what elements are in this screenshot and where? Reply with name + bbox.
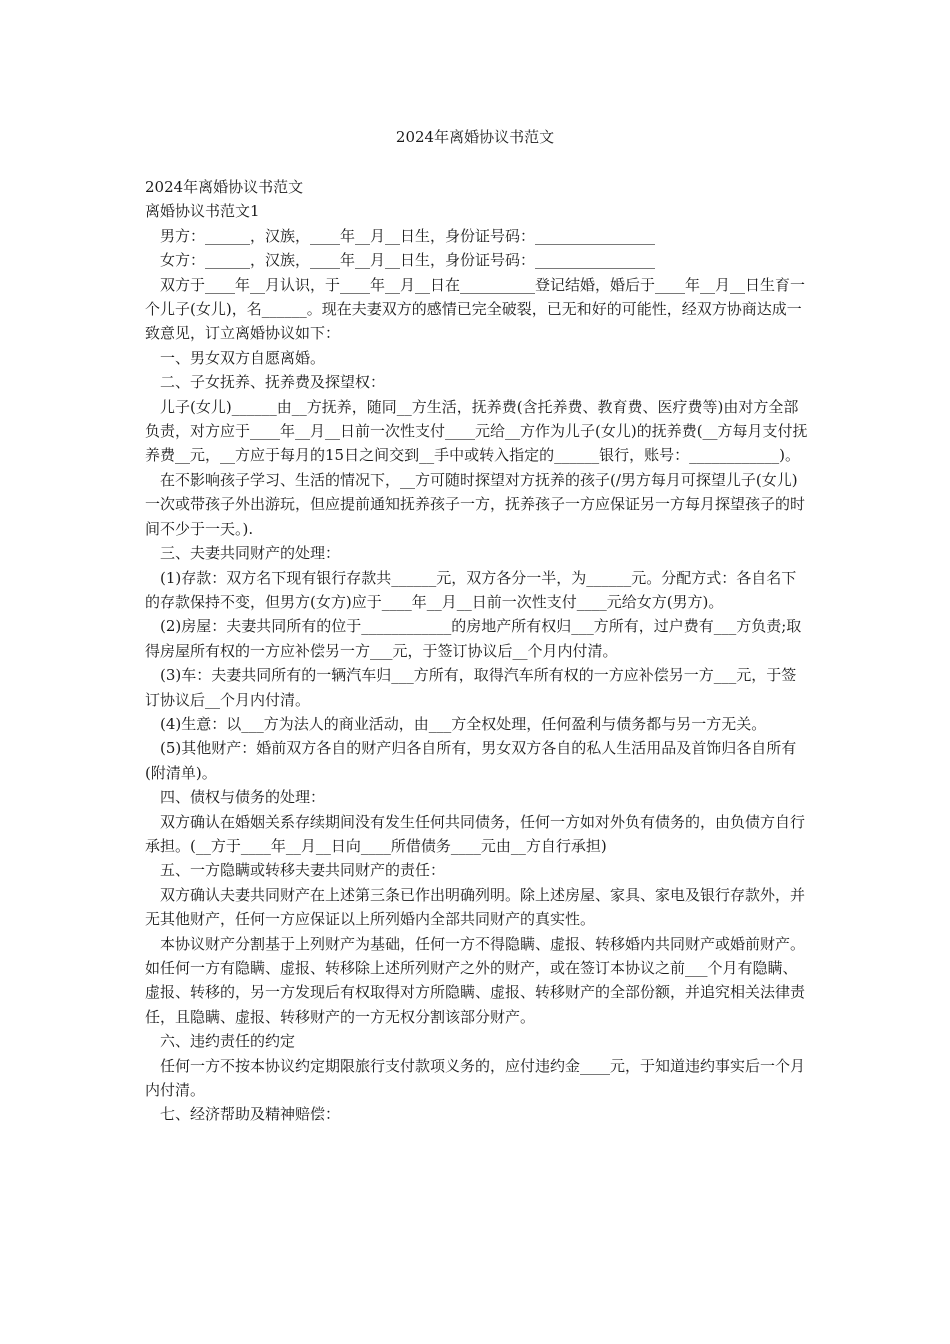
- paragraph: 二、子女抚养、抚养费及探望权：: [160, 373, 386, 392]
- paragraph: 双方于____年__月认识，于____年__月__日在__________登记结婚，婚后于____年__月__日生育一个儿子(女儿)，名______。现在夫妻双方的感情已完全破裂，已无和好的可能性，经双方协商达成一致意见，订立离婚协议如下：: [145, 275, 806, 343]
- paragraph: 儿子(女儿)______由__方抚养，随同__方生活，抚养费(含托养费、教育费、医疗费等)由对方全部负责，对方应于____年__月__日前一次性支付____元给__方作为儿子(女儿)的抚养费(__方每月支付抚养费__元，__方应于每月的15日之间交到__手中或转入指定的______银行，账号：____________)。: [145, 397, 808, 465]
- paragraph: 一、男女双方自愿离婚。: [160, 348, 326, 367]
- paragraph: 任何一方不按本协议约定期限旅行支付款项义务的，应付违约金____元，于知道违约事实后一个月内付清。: [145, 1056, 806, 1100]
- paragraph: 双方确认在婚姻关系存续期间没有发生任何共同债务，任何一方如对外负有债务的，由负债方自行承担。(__方于____年__月__日向____所借债务____元由__方自行承担): [145, 812, 806, 855]
- paragraph: 2024年离婚协议书范文: [145, 178, 304, 196]
- paragraph: 六、违约责任的约定: [160, 1032, 296, 1051]
- paragraph: (2)房屋：夫妻共同所有的位于____________的房地产所有权归___方所有，过户费有___方负责;取得房屋所有权的一方应补偿另一方___元，于签订协议后__个月内付清。: [145, 617, 802, 660]
- paragraph: 男方：______，汉族，____年__月__日生，身份证号码：________________: [160, 226, 656, 245]
- paragraph: 五、一方隐瞒或转移夫妻共同财产的责任：: [160, 861, 446, 880]
- paragraph: 四、债权与债务的处理：: [160, 788, 326, 807]
- paragraph: 本协议财产分割基于上列财产为基础，任何一方不得隐瞒、虚报、转移婚内共同财产或婚前财产。如任何一方有隐瞒、虚报、转移除上述所列财产之外的财产，或在签订本协议之前___个月有隐瞒、虚报、转移的，另一方发现后有权取得对方所隐瞒、虚报、转移财产的全部份额，并追究相关法律责任，且隐瞒、虚报、转移财产的一方无权分割该部分财产。: [145, 934, 806, 1026]
- paragraph: (4)生意：以___方为法人的商业活动，由___方全权处理，任何盈利与债务都与另一方无关。: [160, 714, 767, 733]
- paragraph: (3)车：夫妻共同所有的一辆汽车归___方所有，取得汽车所有权的一方应补偿另一方___元，于签订协议后__个月内付清。: [145, 666, 797, 709]
- paragraph: 双方确认夫妻共同财产在上述第三条已作出明确列明。除上述房屋、家具、家电及银行存款外，并无其他财产，任何一方应保证以上所列婚内全部共同财产的真实性。: [145, 885, 806, 929]
- paragraph: (1)存款：双方名下现有银行存款共______元，双方各分一半，为______元。分配方式：各自名下的存款保持不变，但男方(女方)应于____年__月__日前一次性支付____元给女方(男方)。: [145, 568, 797, 611]
- document-title: 2024年离婚协议书范文: [395, 128, 555, 146]
- paragraph: 三、夫妻共同财产的处理：: [160, 544, 341, 563]
- paragraph: 在不影响孩子学习、生活的情况下，__方可随时探望对方抚养的孩子(/男方每月可探望儿子(女儿)一次或带孩子外出游玩，但应提前通知抚养孩子一方，抚养孩子一方应保证另一方每月探望孩子的时间不少于一天。).: [145, 470, 806, 538]
- paragraph: (5)其他财产：婚前双方各自的财产归各自所有，男女双方各自的私人生活用品及首饰归各自所有(附清单)。: [145, 739, 797, 782]
- document-body: [145, 175, 810, 1127]
- paragraph: 离婚协议书范文1: [145, 202, 260, 221]
- paragraph: 七、经济帮助及精神赔偿：: [160, 1105, 341, 1124]
- paragraph: 女方：______，汉族，____年__月__日生，身份证号码：________________: [160, 251, 656, 270]
